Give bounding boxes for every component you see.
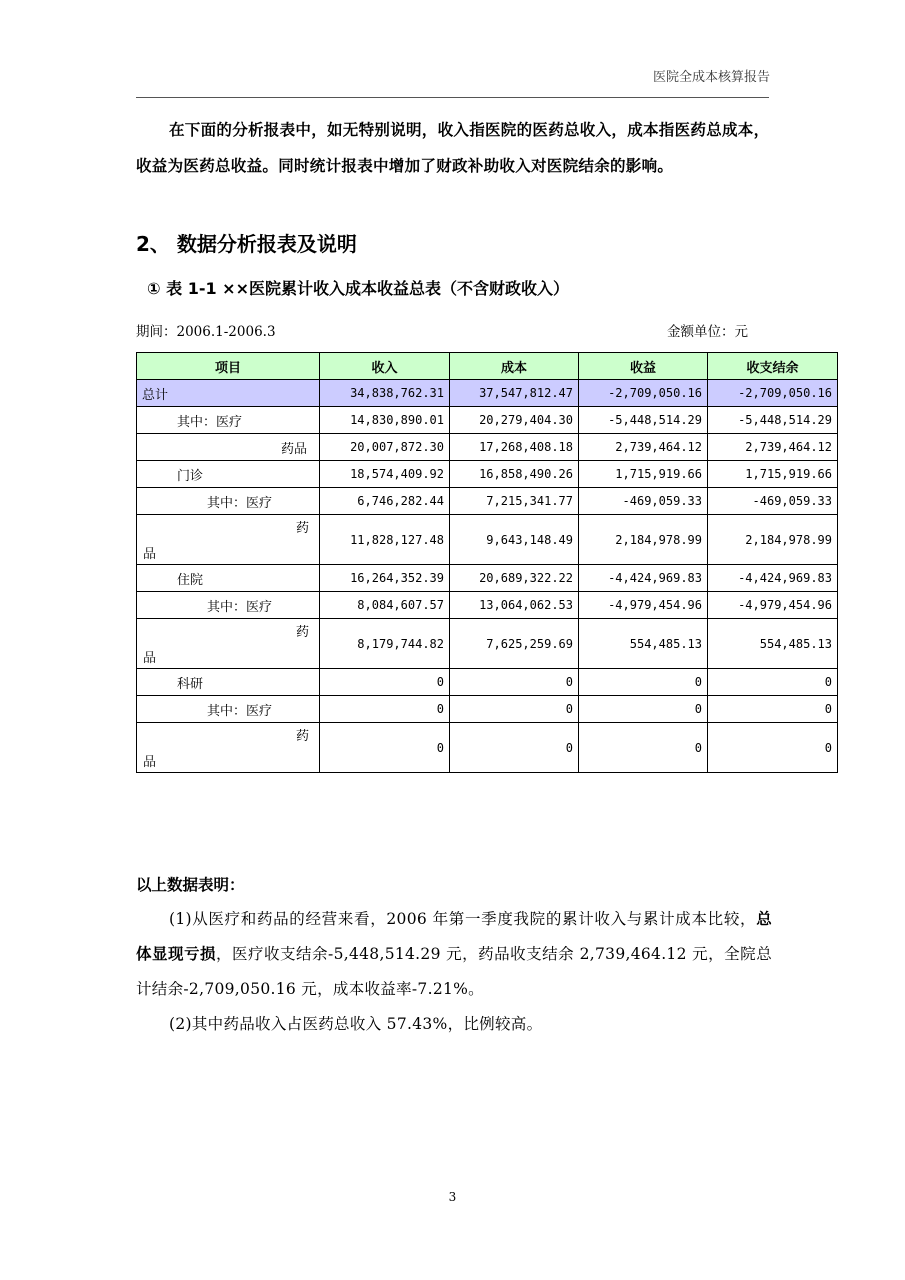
row-label: 科研 bbox=[137, 669, 320, 696]
cell-cost: 0 bbox=[450, 669, 579, 696]
summary-p1-emphasis: 总体显现亏损 bbox=[136, 910, 772, 963]
summary-p1-start: (1)从医疗和药品的经营来看，2006 年第一季度我院的累计收入与累计成本比较， bbox=[169, 910, 757, 928]
page-number: 3 bbox=[448, 1190, 457, 1204]
header-cell-balance: 收支结余 bbox=[708, 353, 838, 380]
cell-revenue: 34,838,762.31 bbox=[320, 380, 450, 407]
unit-label: 金额单位：元 bbox=[667, 324, 748, 340]
cell-cost: 0 bbox=[450, 696, 579, 723]
row-label: 总计 bbox=[137, 380, 320, 407]
cell-cost: 37,547,812.47 bbox=[450, 380, 579, 407]
cell-balance: 0 bbox=[708, 669, 838, 696]
cell-cost: 7,215,341.77 bbox=[450, 488, 579, 515]
cell-balance: 0 bbox=[708, 723, 838, 773]
cell-profit: -469,059.33 bbox=[579, 488, 708, 515]
cell-profit: -4,424,969.83 bbox=[579, 565, 708, 592]
cell-profit: 554,485.13 bbox=[579, 619, 708, 669]
cell-revenue: 20,007,872.30 bbox=[320, 434, 450, 461]
cell-cost: 17,268,408.18 bbox=[450, 434, 579, 461]
cell-balance: 0 bbox=[708, 696, 838, 723]
row-label-part: 品 bbox=[143, 547, 157, 562]
row-label-part: 品 bbox=[143, 755, 157, 770]
row-label bbox=[137, 723, 320, 773]
cell-revenue: 6,746,282.44 bbox=[320, 488, 450, 515]
row-label bbox=[137, 515, 320, 565]
table-header-row bbox=[137, 353, 838, 380]
revenue-cost-table bbox=[136, 352, 838, 773]
row-label-part: 药 bbox=[295, 729, 309, 744]
header-cell-item: 项目 bbox=[137, 353, 320, 380]
header-cell-revenue: 收入 bbox=[320, 353, 450, 380]
row-label: 其中：医疗 bbox=[137, 592, 320, 619]
row-label-part: 品 bbox=[143, 651, 157, 666]
section-heading: 2、 数据分析报表及说明 bbox=[136, 232, 357, 256]
intro-paragraph: 在下面的分析报表中，如无特别说明，收入指医院的医药总收入，成本指医药总成本，收益为医药总收益。同时统计报表中增加了财政补助收入对医院结余的影响。 bbox=[136, 121, 770, 175]
cell-cost: 7,625,259.69 bbox=[450, 619, 579, 669]
row-label: 其中：医疗 bbox=[137, 407, 320, 434]
table-caption: ① 表 1-1 ××医院累计收入成本收益总表（不含财政收入） bbox=[147, 279, 569, 298]
cell-revenue: 8,179,744.82 bbox=[320, 619, 450, 669]
summary-paragraph-1 bbox=[136, 902, 772, 1007]
cell-revenue: 0 bbox=[320, 669, 450, 696]
row-label: 药品 bbox=[137, 434, 320, 461]
cell-balance: -2,709,050.16 bbox=[708, 380, 838, 407]
cell-profit: -2,709,050.16 bbox=[579, 380, 708, 407]
row-label-part: 药 bbox=[295, 521, 309, 536]
header-cell-cost: 成本 bbox=[450, 353, 579, 380]
cell-profit: -4,979,454.96 bbox=[579, 592, 708, 619]
table-row bbox=[137, 669, 838, 696]
row-label bbox=[137, 619, 320, 669]
cell-balance: -4,979,454.96 bbox=[708, 592, 838, 619]
table-row bbox=[137, 380, 838, 407]
cell-profit: 2,739,464.12 bbox=[579, 434, 708, 461]
cell-revenue: 16,264,352.39 bbox=[320, 565, 450, 592]
header-title: 医院全成本核算报告 bbox=[652, 70, 770, 85]
table-row bbox=[137, 565, 838, 592]
row-label: 其中：医疗 bbox=[137, 488, 320, 515]
cell-profit: 0 bbox=[579, 723, 708, 773]
cell-balance: 2,184,978.99 bbox=[708, 515, 838, 565]
cell-profit: 0 bbox=[579, 696, 708, 723]
cell-revenue: 11,828,127.48 bbox=[320, 515, 450, 565]
row-label: 门诊 bbox=[137, 461, 320, 488]
cell-revenue: 8,084,607.57 bbox=[320, 592, 450, 619]
cell-revenue: 18,574,409.92 bbox=[320, 461, 450, 488]
cell-revenue: 0 bbox=[320, 696, 450, 723]
header-cell-profit: 收益 bbox=[579, 353, 708, 380]
header-rule bbox=[136, 97, 769, 98]
cell-profit: 2,184,978.99 bbox=[579, 515, 708, 565]
cell-cost: 20,279,404.30 bbox=[450, 407, 579, 434]
row-label: 其中：医疗 bbox=[137, 696, 320, 723]
summary-heading: 以上数据表明： bbox=[136, 876, 245, 894]
cell-revenue: 0 bbox=[320, 723, 450, 773]
row-label-part: 药 bbox=[295, 625, 309, 640]
cell-balance: 1,715,919.66 bbox=[708, 461, 838, 488]
table-row bbox=[137, 488, 838, 515]
table-row bbox=[137, 696, 838, 723]
cell-cost: 13,064,062.53 bbox=[450, 592, 579, 619]
cell-profit: -5,448,514.29 bbox=[579, 407, 708, 434]
table-row bbox=[137, 434, 838, 461]
cell-cost: 9,643,148.49 bbox=[450, 515, 579, 565]
table-row bbox=[137, 407, 838, 434]
cell-profit: 1,715,919.66 bbox=[579, 461, 708, 488]
cell-profit: 0 bbox=[579, 669, 708, 696]
period-label: 期间：2006.1-2006.3 bbox=[136, 324, 276, 340]
table-row bbox=[137, 461, 838, 488]
cell-balance: -5,448,514.29 bbox=[708, 407, 838, 434]
table-row bbox=[137, 619, 838, 669]
cell-balance: 2,739,464.12 bbox=[708, 434, 838, 461]
summary-body bbox=[136, 902, 772, 1042]
cell-revenue: 14,830,890.01 bbox=[320, 407, 450, 434]
cell-cost: 0 bbox=[450, 723, 579, 773]
summary-paragraph-2: (2)其中药品收入占医药总收入 57.43%，比例较高。 bbox=[169, 1015, 543, 1033]
summary-p1-end: ，医疗收支结余-5,448,514.29 元，药品收支结余 2,739,464.12 元，全院总计结余-2,709,050.16 元，成本收益率-7.21%。 bbox=[136, 945, 772, 998]
table-row bbox=[137, 515, 838, 565]
cell-balance: 554,485.13 bbox=[708, 619, 838, 669]
cell-balance: -469,059.33 bbox=[708, 488, 838, 515]
cell-cost: 16,858,490.26 bbox=[450, 461, 579, 488]
cell-balance: -4,424,969.83 bbox=[708, 565, 838, 592]
row-label: 住院 bbox=[137, 565, 320, 592]
cell-cost: 20,689,322.22 bbox=[450, 565, 579, 592]
table-row bbox=[137, 592, 838, 619]
table-row bbox=[137, 723, 838, 773]
